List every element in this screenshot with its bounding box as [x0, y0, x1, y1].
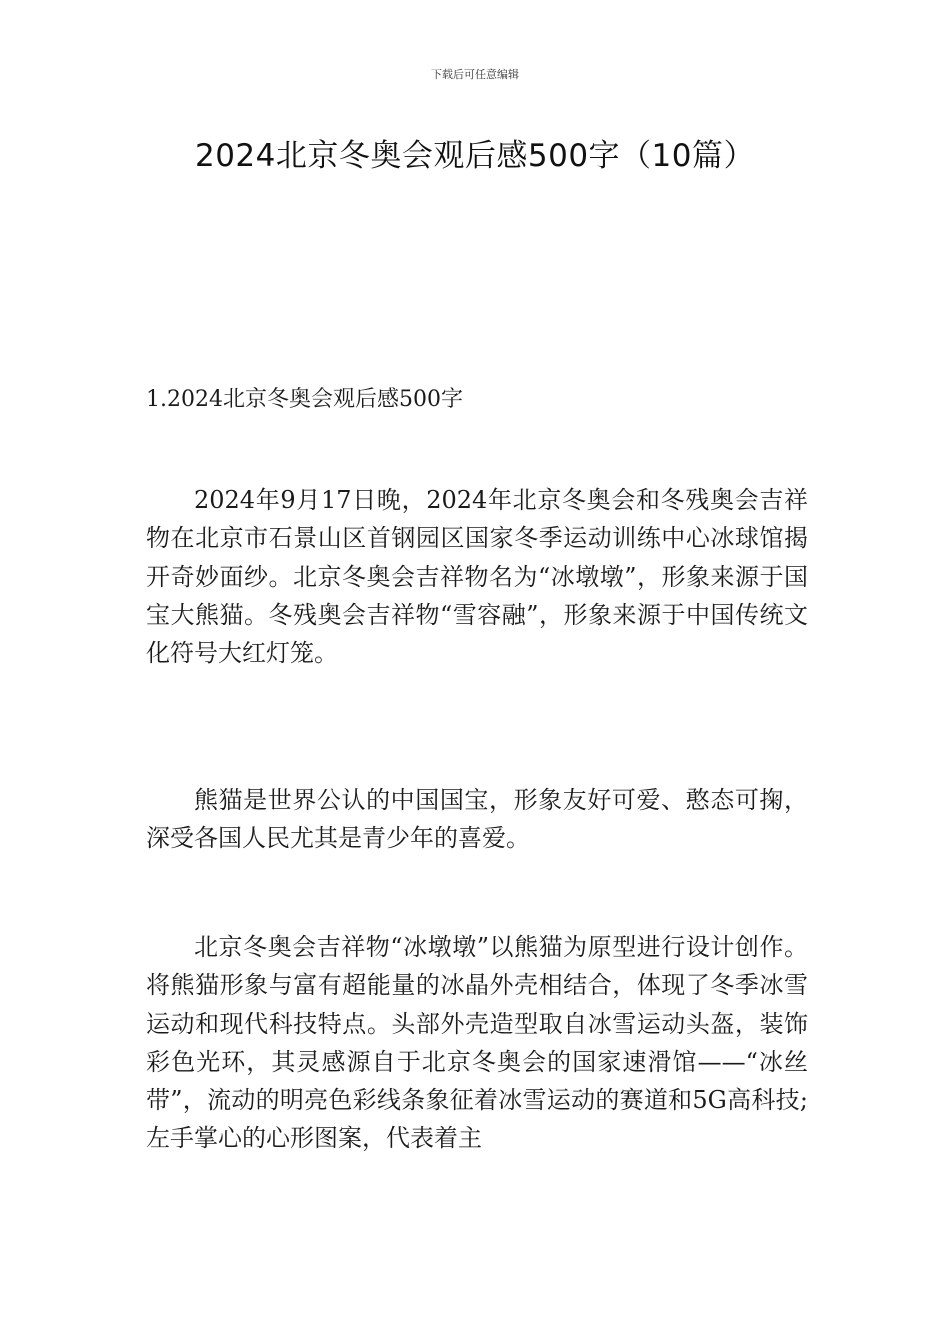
section-heading: 1.2024北京冬奥会观后感500字	[146, 387, 463, 412]
document-title: 2024北京冬奥会观后感500字（10篇）	[194, 138, 755, 174]
body-paragraph-1: 2024年9月17日晚，2024年北京冬奥会和冬残奥会吉祥物在北京市石景山区首钢园区国家冬季运动训练中心冰球馆揭开奇妙面纱。北京冬奥会吉祥物名为“冰墩墩”，形象来源于国宝大熊猫。冬残奥会吉祥物“雪容融”，形象来源于中国传统文化符号大红灯笼。	[146, 486, 808, 668]
body-paragraph-3: 北京冬奥会吉祥物“冰墩墩”以熊猫为原型进行设计创作。将熊猫形象与富有超能量的冰晶外壳相结合，体现了冬季冰雪运动和现代科技特点。头部外壳造型取自冰雪运动头盔，装饰彩色光环，其灵感源自于北京冬奥会的国家速滑馆——“冰丝带”，流动的明亮色彩线条象征着冰雪运动的赛道和5G高科技;左手掌心的心形图案，代表着主	[146, 933, 808, 1153]
body-paragraph-2: 熊猫是世界公认的中国国宝，形象友好可爱、憨态可掬，深受各国人民尤其是青少年的喜爱。	[146, 786, 808, 853]
header-note: 下载后可任意编辑	[431, 68, 519, 81]
